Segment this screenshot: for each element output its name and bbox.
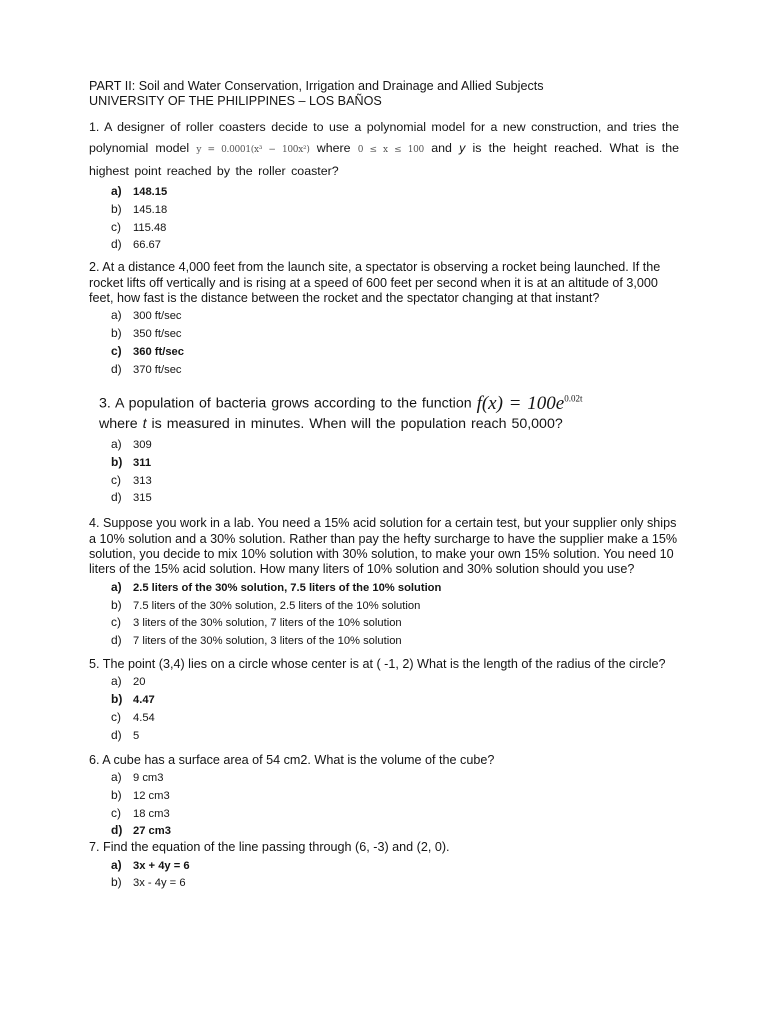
answer-option: d) 66.67 — [111, 237, 161, 252]
question-2-text: 2. At a distance 4,000 feet from the launch site, a spectator is observing a rocket being launched. If the rocket lifts off vertically and is rising at a speed of 600 feet per second when it is at an altitude of 3,000 feet, how fast is the distance between the rocket and the spectator changing at that instant? — [89, 260, 661, 305]
answer-option: c) 4.54 — [111, 709, 155, 724]
question-3-text: 3. A population of bacteria grows according to the function $f(x) = 100e^{0.02t}$ where t is measured in minutes. When will the population reach 50,000? — [99, 392, 583, 432]
answer-option: b) 12 cm3 — [111, 787, 170, 802]
answer-option-correct: b) 311 — [111, 454, 152, 469]
answer-option: a) 300 ft/sec — [111, 308, 182, 323]
question-5-text: 5. The point (3,4) lies on a circle whose center is at ( -1, 2) What is the length of the radius of the circle? — [89, 656, 666, 671]
question-5-options — [111, 673, 679, 744]
question-1-text: 1. A designer of roller coasters decide to use a polynomial model for a new construction, and tries the polynomial model y = 0.0001(x³ − 100x²) where 0 ≤ x ≤ 100 and y is the height reached. What is the highest point reached by the roller coaster? — [89, 120, 680, 178]
document-header-part: PART II: Soil and Water Conservation, Irrigation and Drainage and Allied Subjects — [89, 79, 544, 93]
document-header-university: UNIVERSITY OF THE PHILIPPINES – LOS BAÑOS — [89, 94, 382, 108]
answer-option: d) 370 ft/sec — [111, 361, 182, 376]
question-6-text: 6. A cube has a surface area of 54 cm2. What is the volume of the cube? — [89, 752, 495, 767]
answer-option: c) 18 cm3 — [111, 805, 170, 820]
answer-option-correct: b) 4.47 — [111, 692, 155, 707]
answer-option-correct: a) 148.15 — [111, 184, 168, 198]
question-4-options — [111, 579, 679, 650]
polynomial-model-formula: y = 0.0001(x³ − 100x²) — [196, 145, 310, 155]
question-4 — [89, 516, 679, 650]
question-3 — [89, 389, 679, 508]
answer-option: c) 115.48 — [111, 219, 167, 234]
answer-option: b) 145.18 — [111, 201, 168, 216]
question-7-text: 7. Find the equation of the line passing through (6, -3) and (2, 0). — [89, 840, 450, 855]
question-6-options — [111, 769, 679, 840]
answer-option: a) 20 — [111, 674, 146, 689]
document-page — [89, 79, 679, 892]
question-3-options — [111, 436, 679, 507]
question-6 — [89, 753, 679, 841]
answer-option: b) 7.5 liters of the 30% solution, 2.5 liters of the 10% solution — [111, 597, 421, 612]
answer-option: c) 3 liters of the 30% solution, 7 liters of the 10% solution — [111, 615, 402, 630]
answer-option-correct: a) 3x + 4y = 6 — [111, 857, 190, 872]
answer-option: a) 9 cm3 — [111, 769, 164, 784]
answer-option: b) 350 ft/sec — [111, 326, 182, 341]
question-5 — [89, 657, 679, 745]
domain-constraint-formula: 0 ≤ x ≤ 100 — [357, 145, 424, 155]
answer-option: d) 315 — [111, 490, 152, 505]
answer-option-correct: c) 360 ft/sec — [111, 344, 184, 358]
answer-option-correct: d) 27 cm3 — [111, 823, 171, 838]
answer-option: b) 3x - 4y = 6 — [111, 875, 186, 890]
question-1 — [89, 117, 679, 254]
answer-option: a) 309 — [111, 436, 152, 451]
answer-option: d) 7 liters of the 30% solution, 3 liters of the 10% solution — [111, 633, 402, 648]
question-2-options — [111, 307, 679, 378]
question-4-text: 4. Suppose you work in a lab. You need a 15% acid solution for a certain test, but your supplier only ships a 10% solution and a 30% solution. Rather than pay the hefty surcharge to have the supplier make a 15% solution, you decide to mix 10% solution with 30% solution, to make your own 15% solution. You need 10 liters of the 15% acid solution. How many liters of 10% solution and 30% solution should you use? — [89, 516, 678, 577]
growth-function-formula: $f(x) = 100e^{0.02t}$ — [476, 392, 583, 414]
answer-option: d) 5 — [111, 727, 140, 742]
question-7-options — [111, 857, 679, 893]
question-1-options — [111, 183, 679, 254]
answer-option-correct: a) 2.5 liters of the 30% solution, 7.5 liters of the 10% solution — [111, 579, 442, 594]
question-7 — [89, 840, 679, 892]
question-2 — [89, 260, 679, 378]
answer-option: c) 313 — [111, 472, 152, 487]
